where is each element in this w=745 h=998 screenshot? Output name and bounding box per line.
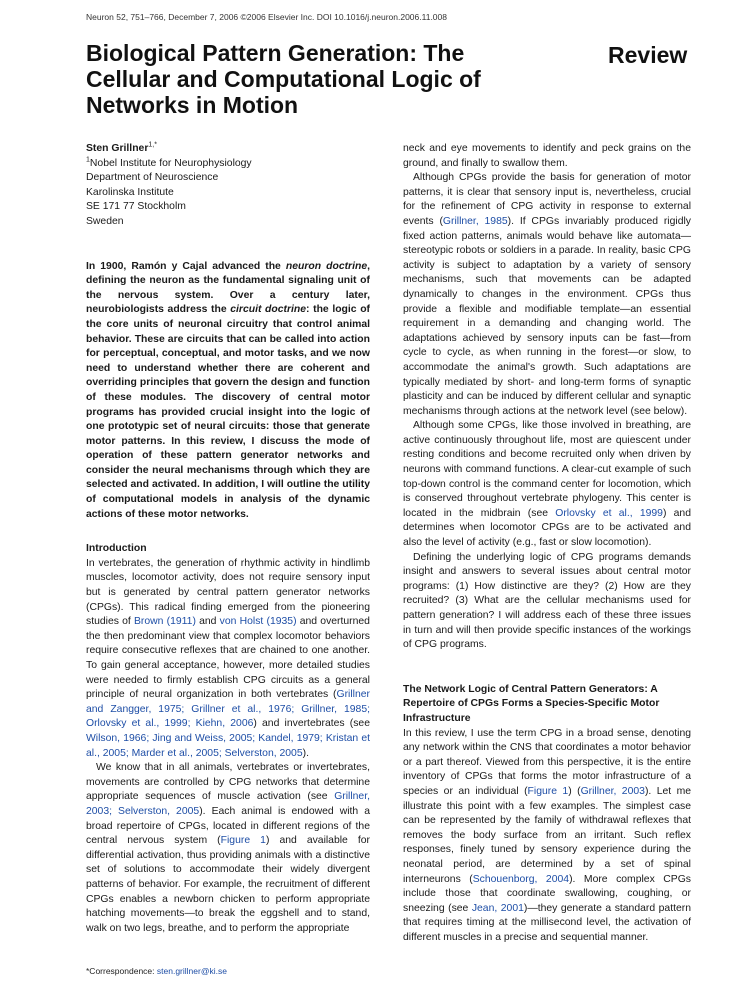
citation-link[interactable]: Jean, 2001	[471, 902, 524, 914]
abstract: In 1900, Ramón y Cajal advanced the neuron doctrine, defining the neuron as the fundamental signaling unit of the nervous system. Over a century later, neurobiologists address the circuit doctrine: the logic of the core units of neuronal circuitry that control animal behavior. These are circuits that can be called into action for perceptual, conceptual, and motor tasks, and we now need to understand whether there are coherent and overriding principles that govern the design and function of these modules. The discovery of central motor programs has provided crucial insight into the logic of one prototypic set of neural circuits: those that generate motor patterns. In this review, I discuss the mode of operation of these pattern generator networks and consider the neural mechanisms through which they are selected and activated. In addition, I will outline the utility of computational models in analysis of the dynamic actions of these motor networks.	[86, 260, 371, 520]
figure-link[interactable]: Figure 1	[220, 835, 266, 847]
author-name: Sten Grillner	[86, 143, 149, 154]
journal-citation-header: Neuron 52, 751–766, December 7, 2006 ©2006 Elsevier Inc. DOI 10.1016/j.neuron.2006.11.008	[86, 12, 447, 22]
introduction-heading: Introduction	[86, 543, 147, 555]
affiliation-line: Nobel Institute for Neurophysiology	[89, 157, 252, 169]
affiliation-superscript: 1	[86, 156, 90, 164]
citation-link[interactable]: Grillner, 2003	[580, 785, 645, 797]
figure-link[interactable]: Figure 1	[527, 785, 569, 797]
affiliation-line: Sweden	[86, 215, 124, 227]
citation-link[interactable]: Grillner, 1985	[442, 215, 508, 227]
citation-link[interactable]: Grillner, 2003; Selverston, 2005	[86, 791, 370, 817]
citation-link[interactable]: Orlovsky et al., 1999	[555, 507, 663, 519]
affiliation-line: Department of Neuroscience	[86, 172, 219, 184]
affiliation-line: SE 171 77 Stockholm	[86, 201, 186, 213]
body-paragraph-2: Although some CPGs, like those involved in breathing, are active continuously throughout life, most are quiescent under resting conditions and become recruited only when driven by neurons with command functions. A clear-cut example of such top-down control is the command center for locomotion, which is conserved throughout vertebrate phylogeny. This center is located in the midbrain (see Orlovsky et al., 1999) and determines when locomotor CPGs are to be activated and also the level of activity (e.g., fast or slow locomotion).	[403, 420, 691, 549]
correspondence-footnote: *Correspondence: sten.grillner@ki.se	[86, 966, 227, 976]
citation-link[interactable]: Grillner and Zangger, 1975; Grillner et al., 1976; Grillner, 1985; Orlovsky et al., 1999; Kiehn, 2006	[86, 689, 370, 730]
right-column	[403, 142, 691, 945]
body-paragraph-4: In this review, I use the term CPG in a broad sense, denoting any network within the CNS that coordinates a motor behavior or a part thereof. Viewed from this perspective, it is the entire inventory of CPGs that forms the motor infrastructure of a species or an individual (Figure 1) (Grillner, 2003). Let me illustrate this point with a few examples. The simplest case can be represented by the family of withdrawal reflexes that removes the body surface from an irritant. Such reflex responses, finely tuned by sensory experience during the neonatal period, are determined by a set of spinal interneurons (Schouenborg, 2004). More complex CPGs include those that coordinate swallowing, coughing, or sneezing (see Jean, 2001)—they generate a standard pattern that requires timing at the millisecond level, the activation of different muscles in a precise and sequential manner.	[403, 727, 692, 943]
citation-link[interactable]: Brown (1911)	[134, 616, 196, 628]
citation-link[interactable]: von Holst (1935)	[219, 616, 297, 628]
section-heading: The Network Logic of Central Pattern Generators: A Repertoire of CPGs Forms a Species-Specific Motor Infrastructure	[403, 683, 660, 724]
body-paragraph-3: Defining the underlying logic of CPG programs demands insight and answers to several issues about central motor programs: (1) How distinctive are they? (2) How are they recruited? (3) What are the cellular mechanisms used for pattern generation? I will address each of these three issues in turn and will then provide specific instances of the workings of CPG programs.	[403, 551, 691, 651]
continued-paragraph: neck and eye movements to identify and peck grains on the ground, and finally to swallow them.	[403, 143, 691, 169]
author-block	[86, 142, 370, 230]
body-paragraph-1: Although CPGs provide the basis for generation of motor patterns, it is clear that sensory input is, nevertheless, crucial for the refinement of CPG activity in response to external events (Grillner, 1985). If CPGs invariably produced rigidly fixed action patterns, animals would behave like automata—stereotypic robots or soldiers in a parade. In reality, basic CPG activity is subject to adaptation by a variety of sensory mechanisms, such that movements can be adapted dynamically to changes in the environment. CPGs thus provide a flexible and modifiable template—an essential requirement in a demanding and changing world. The adaptations achieved by sensory inputs can be fast—from cycle to cycle, as when running in the forest—or slow, to accommodate the animal's growth. Such adaptations are typically mediated by short- and long-term forms of synaptic plasticity and can be induced by different cellular and synaptic mechanisms through actions at the network level (see below).	[403, 172, 691, 417]
author-superscript: 1,*	[148, 141, 157, 149]
intro-paragraph-1: In vertebrates, the generation of rhythmic activity in hindlimb muscles, locomotor activity, does not require sensory input but is generated by central pattern generator networks (CPGs). This radical finding emerged from the pioneering studies of Brown (1911) and von Holst (1935) and overturned the then predominant view that complex locomotor behaviors require consecutive reflexes that are chained to one another. To gain general acceptance, however, more detailed studies were needed to firmly establish CPG circuits as a general principle of neural organization in both vertebrates (Grillner and Zangger, 1975; Grillner et al., 1976; Grillner, 1985; Orlovsky et al., 1999; Kiehn, 2006) and invertebrates (see Wilson, 1966; Jing and Weiss, 2005; Kandel, 1979; Kristan et al., 2005; Marder et al., 2005; Selverston, 2005).	[86, 557, 370, 759]
article-type-label: Review	[608, 42, 688, 68]
intro-paragraph-2: We know that in all animals, vertebrates or invertebrates, movements are controlled by CPG networks that determine appropriate sequences of muscle activation (see Grillner, 2003; Selverston, 2005). Each animal is endowed with a broad repertoire of CPGs, located in different regions of the central nervous system (Figure 1) and available for differential activation, thus providing animals with a distinctive set of solutions to accommodate their widely divergent patterns of behavior. For example, the recruitment of different CPGs enables a newborn chicken to perform appropriate hatching movements—to break the eggshell and to stand, walk on two legs, breathe, and to perform the appropriate	[86, 762, 370, 934]
affiliation-line: Karolinska Institute	[86, 186, 174, 198]
left-column	[86, 142, 370, 936]
citation-link[interactable]: Wilson, 1966; Jing and Weiss, 2005; Kandel, 1979; Kristan et al., 2005; Marder et al., 2005; Selverston, 2005	[86, 732, 370, 759]
citation-link[interactable]: Schouenborg, 2004	[472, 873, 570, 885]
correspondence-email-link[interactable]: sten.grillner@ki.se	[156, 966, 227, 976]
article-title: Biological Pattern Generation: The Cellular and Computational Logic of Networks in Motion	[86, 40, 481, 118]
